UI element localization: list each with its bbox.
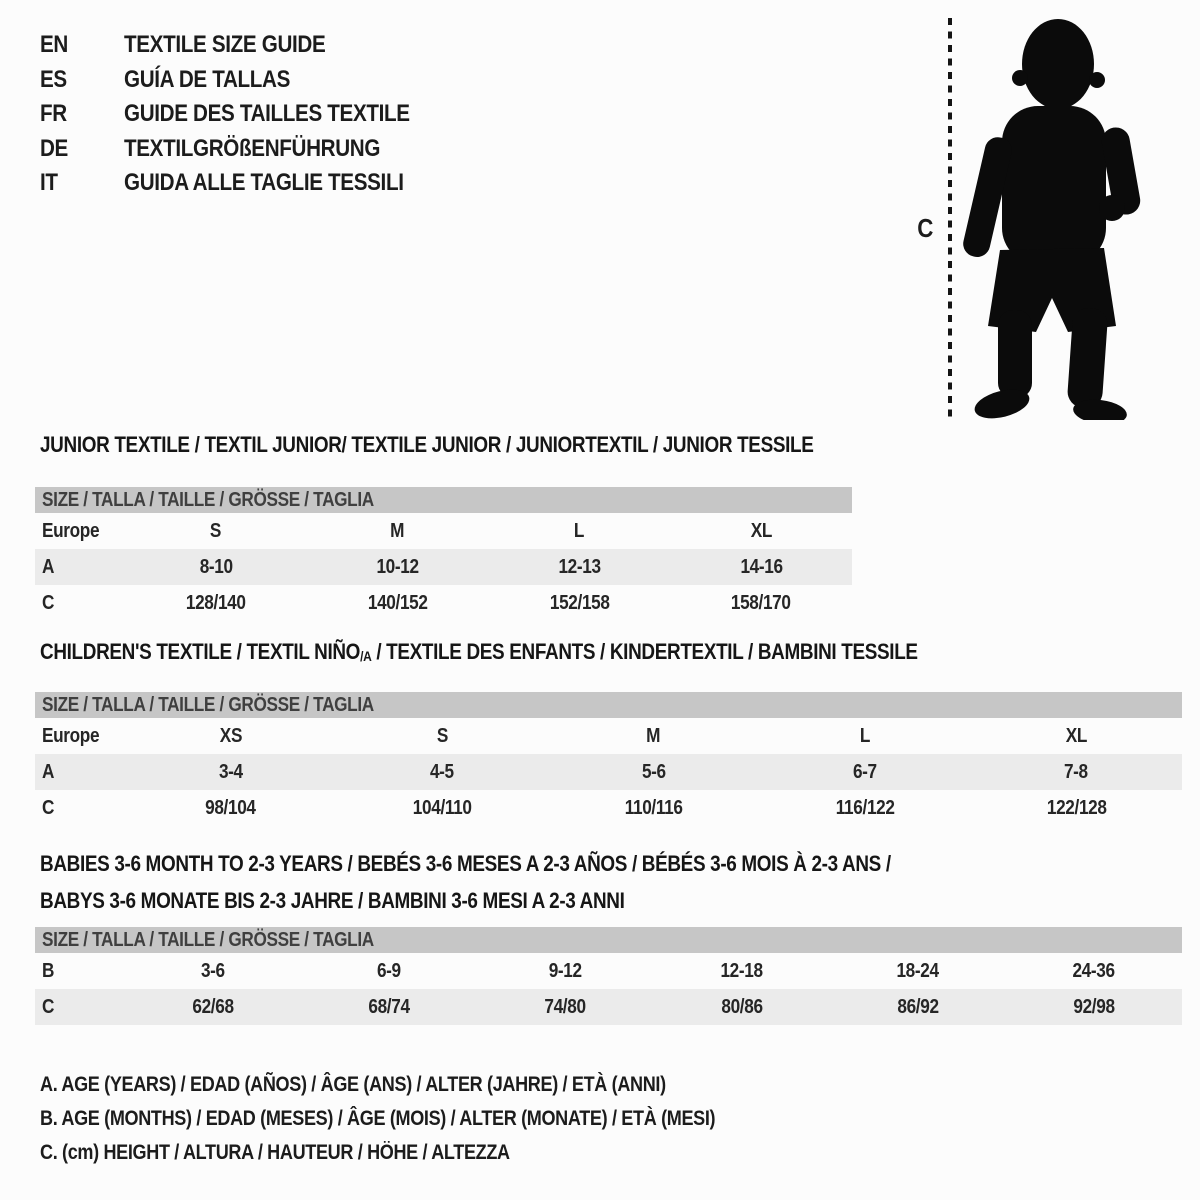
- table-cell: 24-36: [1072, 960, 1116, 982]
- table-cell: 8-10: [199, 556, 233, 578]
- row-label: C: [42, 592, 55, 614]
- size-header-text: SIZE / TALLA / TAILLE / GRÖSSE / TAGLIA: [42, 489, 374, 511]
- table-cell: 9-12: [548, 960, 582, 982]
- language-row: [40, 166, 457, 201]
- row-label: Europe: [42, 520, 100, 542]
- junior-size-table: [35, 487, 852, 621]
- language-title: GUIDA ALLE TAGLIE TESSILI: [124, 169, 404, 196]
- table-row: [35, 754, 1182, 790]
- table-row: [35, 718, 1182, 754]
- row-label: B: [42, 960, 55, 982]
- size-header-text: SIZE / TALLA / TAILLE / GRÖSSE / TAGLIA: [42, 694, 374, 716]
- table-row: [35, 989, 1182, 1025]
- table-cell: XS: [219, 725, 242, 747]
- table-cell: 128/140: [185, 592, 246, 614]
- row-label: A: [42, 761, 55, 783]
- table-cell: 68/74: [368, 996, 410, 1018]
- height-dimension-label: C: [917, 213, 933, 243]
- table-cell: 92/98: [1073, 996, 1115, 1018]
- table-cell: XL: [750, 520, 772, 542]
- legend-line-b: B. AGE (MONTHS) / EDAD (MESES) / ÂGE (MOIS) / ALTER (MONATE) / ETÀ (MESI): [40, 1107, 716, 1130]
- table-cell: 12-18: [720, 960, 763, 982]
- babies-title-line1: BABIES 3-6 MONTH TO 2-3 YEARS / BEBÉS 3-6 MESES A 2-3 AÑOS / BÉBÉS 3-6 MOIS À 2-3 ANS /: [40, 851, 891, 876]
- size-header-bar: [35, 927, 1182, 953]
- legend: [40, 1068, 825, 1170]
- children-size-table: [35, 692, 1182, 826]
- language-code: ES: [40, 65, 67, 93]
- table-cell: 6-7: [853, 761, 877, 783]
- table-cell: 3-4: [218, 761, 243, 783]
- language-row: [40, 97, 457, 132]
- table-cell: L: [859, 725, 871, 747]
- row-label: Europe: [42, 725, 100, 747]
- table-cell: M: [390, 520, 405, 542]
- table-cell: 116/122: [835, 797, 895, 819]
- table-cell: S: [436, 725, 448, 747]
- table-cell: 158/170: [731, 592, 792, 614]
- table-cell: 98/104: [205, 797, 256, 819]
- table-row: [35, 513, 852, 549]
- table-cell: 140/152: [367, 592, 428, 614]
- table-cell: 74/80: [544, 996, 587, 1018]
- table-cell: 122/128: [1046, 797, 1107, 819]
- language-title: GUIDE DES TAILLES TEXTILE: [124, 100, 411, 127]
- table-cell: 10-12: [376, 556, 419, 578]
- table-row: [35, 585, 852, 621]
- children-table-title: CHILDREN'S TEXTILE / TEXTIL NIÑO/A / TEXTILE DES ENFANTS / KINDERTEXTIL / BAMBINI TESSILE: [40, 639, 918, 664]
- language-code: IT: [40, 169, 58, 196]
- table-cell: 5-6: [641, 761, 666, 783]
- row-label: C: [42, 797, 55, 819]
- table-cell: 110/116: [624, 797, 683, 819]
- row-label: C: [42, 996, 55, 1018]
- table-cell: 14-16: [739, 556, 783, 578]
- nino-a-subscript: /A: [360, 648, 372, 664]
- table-row: [35, 549, 852, 585]
- table-cell: 104/110: [412, 797, 472, 819]
- language-title: GUÍA DE TALLAS: [124, 65, 291, 93]
- language-code: DE: [40, 134, 68, 162]
- toddler-silhouette: [962, 14, 1144, 420]
- language-title: TEXTILGRÖßENFÜHRUNG: [124, 134, 381, 162]
- table-cell: 152/158: [549, 592, 610, 614]
- language-title: TEXTILE SIZE GUIDE: [124, 31, 326, 58]
- table-cell: L: [574, 520, 585, 542]
- babies-table-title: [40, 845, 1029, 919]
- table-cell: 18-24: [896, 960, 939, 982]
- size-header-text: SIZE / TALLA / TAILLE / GRÖSSE / TAGLIA: [42, 929, 374, 951]
- table-cell: 86/92: [897, 996, 939, 1018]
- legend-line-a: A. AGE (YEARS) / EDAD (AÑOS) / ÂGE (ANS) / ALTER (JAHRE) / ETÀ (ANNI): [40, 1073, 666, 1096]
- table-cell: 3-6: [201, 960, 225, 982]
- language-row: [40, 63, 457, 98]
- table-cell: 62/68: [192, 996, 234, 1018]
- table-cell: 80/86: [720, 996, 763, 1018]
- table-cell: 12-13: [558, 556, 601, 578]
- table-cell: 7-8: [1064, 761, 1089, 783]
- language-code: EN: [40, 31, 68, 58]
- table-cell: M: [646, 725, 661, 747]
- legend-line-c: C. (cm) HEIGHT / ALTURA / HAUTEUR / HÖHE / ALTEZZA: [40, 1141, 510, 1164]
- babies-size-table: [35, 927, 1182, 1025]
- size-header-bar: [35, 487, 852, 513]
- language-row: [40, 28, 457, 63]
- babies-title-line2: BABYS 3-6 MONATE BIS 2-3 JAHRE / BAMBINI 3-6 MESI A 2-3 ANNI: [40, 888, 625, 913]
- language-row: [40, 132, 457, 167]
- table-row: [35, 790, 1182, 826]
- row-label: A: [42, 556, 55, 578]
- table-cell: 6-9: [377, 960, 402, 982]
- size-header-bar: [35, 692, 1182, 718]
- language-list: [40, 28, 457, 201]
- height-measure-line: [948, 18, 952, 418]
- language-code: FR: [40, 100, 67, 127]
- table-row: [35, 953, 1182, 989]
- table-cell: XL: [1065, 725, 1087, 747]
- table-cell: S: [210, 520, 222, 542]
- table-cell: 4-5: [430, 761, 455, 783]
- junior-table-title: JUNIOR TEXTILE / TEXTIL JUNIOR/ TEXTILE JUNIOR / JUNIORTEXTIL / JUNIOR TESSILE: [40, 432, 814, 457]
